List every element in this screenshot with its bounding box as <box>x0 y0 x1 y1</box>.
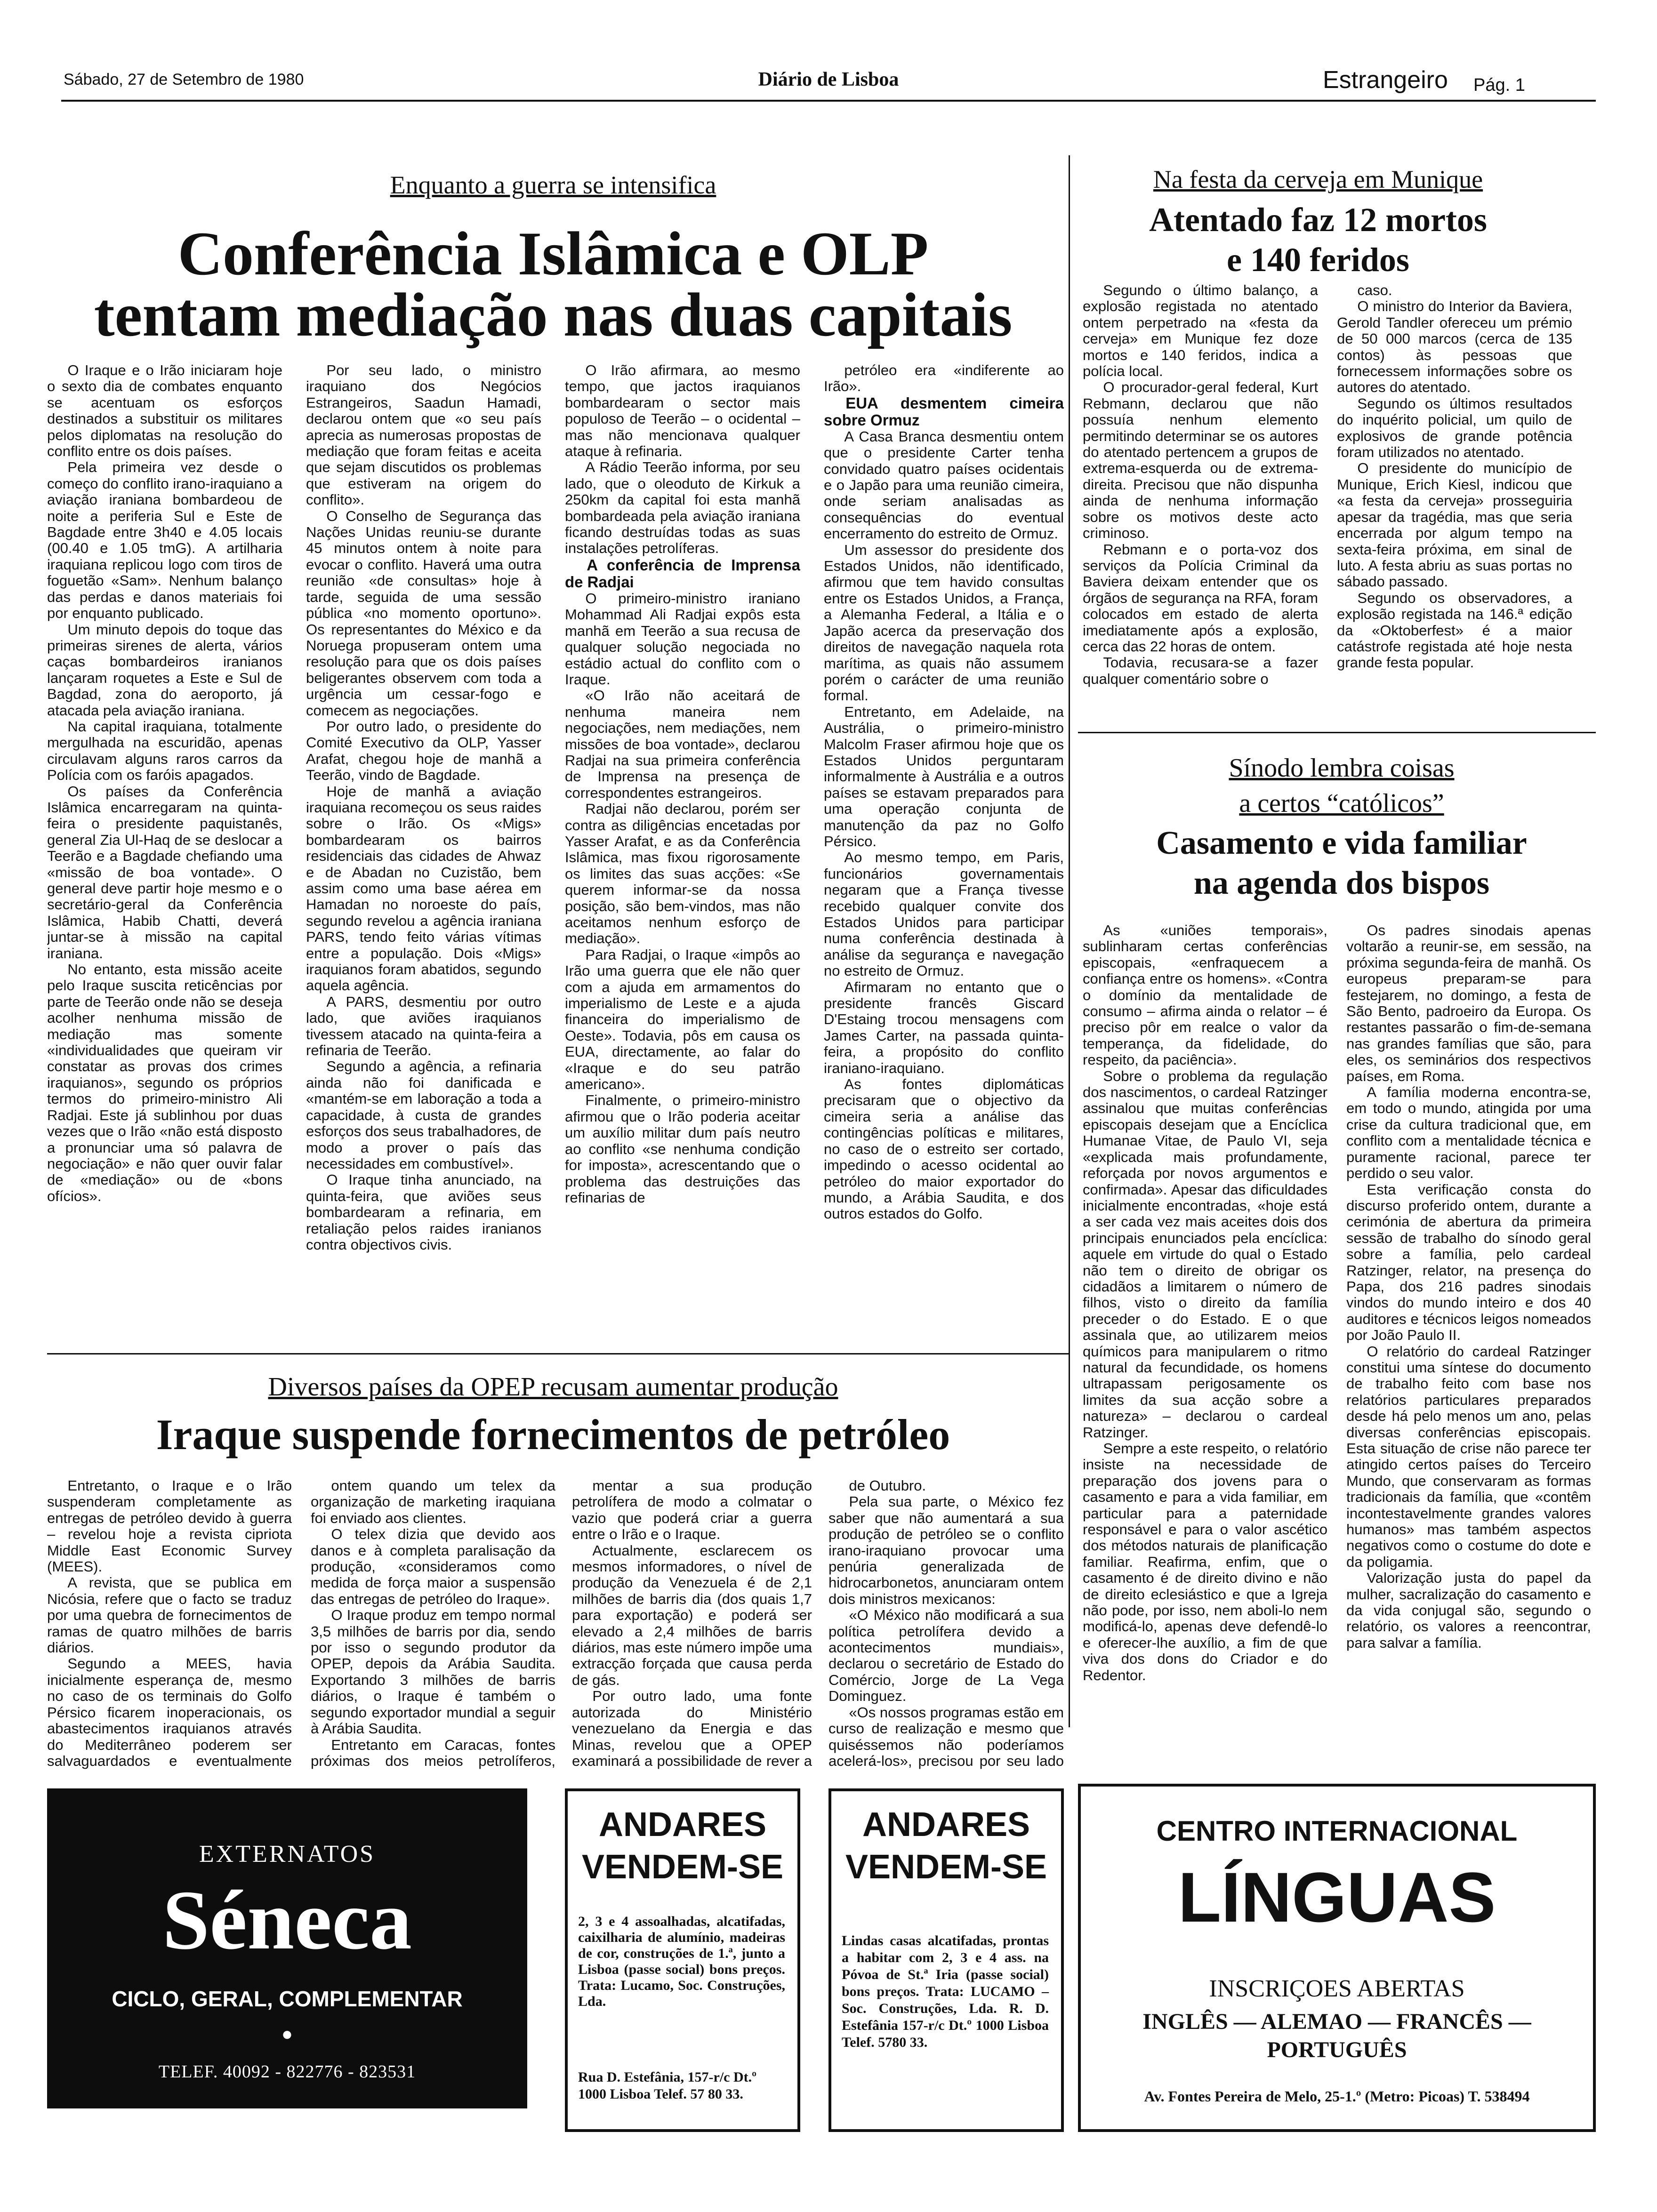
paragraph: A PARS, desmentiu por outro lado, que aviões iraquianos tivessem atacado na quinta-feira a refinaria de Teerão. <box>306 993 541 1059</box>
ad-seneca-tagline: CICLO, GERAL, COMPLEMENTAR <box>112 1987 463 2011</box>
ad-andares-2-title2: VENDEM-SE <box>845 1848 1047 1886</box>
paragraph: As «uniões temporais», sublinharam certas conferências episcopais, «enfraquecem a confiança entre os homens». «Contra o domínio da mentalidade de consumo – afirma ainda o relator – é preciso pôr em realce o valor da temperança, da fidelidade, do respeito, da paciência». <box>1083 922 1327 1068</box>
paragraph: Segundo a MEES, havia inicialmente esperança de, mesmo no caso de os terminais do Golfo Pérsico ficarem inoperacionais, os abastecimentos iraquianos através do Mediterrâneo poderem ser salvaguardados e eventualmente <box>47 1655 292 1769</box>
paragraph: Radjai não declarou, porém ser contra as diligências encetadas por Yasser Arafat, e as da Conferência Islâmica, mas fixou rigorosamente os limites das suas acções: «Se querem informar-se da nossa posição, são bem-vindos, mas não aceitamos nenhum esforço de mediação». <box>565 801 800 947</box>
story4-column-1 <box>47 1478 292 1770</box>
story3-kicker-1: Sínodo lembra coisas <box>1229 753 1455 783</box>
paragraph: Entretanto, em Adelaide, na Austrália, o primeiro-ministro Malcolm Fraser afirmou hoje que os Estados Unidos perguntaram informalmente à Austrália e a outros países se estavam preparados para uma operação conjunta de manutenção da paz no Golfo Pérsico. <box>824 703 1064 850</box>
paragraph: Pela primeira vez desde o começo do conflito irano-iraquiano a aviação iraniana bombardeou de noite a periferia Sul e Este de Bagdade entre 3h40 e 4.05 locais (00.40 e 1.05 tmG). A artilharia iraquiana replicou logo com tiros de foguetão «Sam». Nenhum balanço das perdas e danos materiais foi por enquanto publicado. <box>47 459 282 622</box>
paragraph: petróleo era «indiferente ao Irão». <box>824 362 1064 395</box>
ad-linguas <box>1078 1784 1596 2132</box>
ad-linguas-line1: CENTRO INTERNACIONAL <box>1156 1815 1518 1847</box>
subheading: EUA desmentem cimeira sobre Ormuz <box>824 394 1064 429</box>
story4-column-3 <box>572 1478 812 1770</box>
paragraph: Os países da Conferência Islâmica encarregaram na quinta-feira o presidente paquistanês, general Zia Ul-Haq de se deslocar a Teerão e a Bagdade chefiando uma «missão de boa vontade». O general deve partir hoje mesmo e o secretário-geral da Conferência Islâmica, Habib Chatti, deverá juntar-se à missão na capital iraniana. <box>47 783 282 962</box>
paragraph: O presidente do município de Munique, Erich Kiesl, indicou que «a festa da cerveja» prosseguiria apesar da tragédia, mas que seria encerrada por algum tempo na sexta-feira próxima, em sinal de luto. A festa abriu as suas portas no sábado passado. <box>1337 460 1572 590</box>
paragraph: «O Irão não aceitará de nenhuma maneira nem negociações, nem mediações, nem missões de boa vontade», declarou Radjai na sua primeira conferência de Imprensa na presença de correspondentes estrangeiros. <box>565 687 800 801</box>
story1-column-1 <box>47 362 282 1337</box>
paragraph: O primeiro-ministro iraniano Mohammad Ali Radjai expôs esta manhã em Teerão a sua recusa de qualquer solução negociada no estádio actual do conflito com o Iraque. <box>565 590 800 688</box>
vertical-divider <box>1069 155 1070 1727</box>
paragraph: O Iraque e o Irão iniciaram hoje o sexto dia de combates enquanto se acentuam os esforços destinados a substituir os militares pelos diplomatas na resolução do conflito entre os dois países. <box>47 362 282 460</box>
ad-andares-2-title1: ANDARES <box>862 1806 1030 1843</box>
story2-headline-2: e 140 feridos <box>1227 241 1409 279</box>
ad-andares-2 <box>828 1788 1064 2132</box>
story1-column-3 <box>565 362 800 1337</box>
story1-column-4 <box>824 362 1064 1337</box>
paragraph: O Iraque tinha anunciado, na quinta-feira, que aviões seus bombardearam a refinaria, em retaliação pelos raides iranianos contra objectivos civis. <box>306 1171 541 1253</box>
story2-column-2 <box>1337 282 1572 720</box>
paragraph: Entretanto, o Iraque e o Irão suspenderam completamente as entregas de petróleo devido à guerra – revelou hoje a revista cipriota Middle East Economic Survey (MEES). <box>47 1478 292 1575</box>
paragraph: A Casa Branca desmentiu ontem que o presidente Carter tenha convidado quatro países ocidentais e o Japão para uma reunião cimeira, onde seriam analisadas as consequências do eventual encerramento do estreito de Ormuz. <box>824 428 1064 542</box>
masthead <box>0 0 1657 122</box>
story3-column-2 <box>1346 922 1591 1732</box>
story3-kicker-2: a certos “católicos” <box>1239 789 1444 818</box>
paragraph: O procurador-geral federal, Kurt Rebmann, declarou que não possuía nenhum elemento permitindo determinar se os autores do atentado pertencem a grupos de extrema-esquerda ou de extrema-direita. Precisou que não dispunha ainda de nenhuma informação sobre os motivos deste acto criminoso. <box>1083 379 1318 542</box>
paragraph: ontem quando um telex da organização de marketing iraquiana foi enviado aos clientes. <box>311 1478 555 1526</box>
paragraph: Segundo os últimos resultados do inquérito policial, um quilo de explosivos de grande potência foram utilizados no atentado. <box>1337 395 1572 461</box>
ad-seneca <box>47 1788 527 2108</box>
paragraph: Todavia, recusara-se a fazer qualquer comentário sobre o <box>1083 654 1318 687</box>
paragraph: O Conselho de Segurança das Nações Unidas reuniu-se durante 45 minutos ontem à noite para evocar o conflito. Haverá uma outra reunião «de consultas» hoje à tarde, seguida de uma sessão pública «no momento oportuno». Os representantes do México e da Noruega propuseram ontem uma resolução para que os dois países beligerantes observem com toda a urgência um cessar-fogo e comecem as negociações. <box>306 507 541 719</box>
paragraph: A família moderna encontra-se, em todo o mundo, atingida por uma crise da cultura tradicional que, em conflito com a mentalidade técnica e puramente racional, parece ter perdido o seu valor. <box>1346 1084 1591 1182</box>
ad-linguas-langs: INGLÊS — ALEMAO — FRANCÊS — PORTUGUÊS <box>1142 2009 1531 2062</box>
paragraph: Sobre o problema da regulação dos nascimentos, o cardeal Ratzinger assinalou que muitas conferências episcopais desejam que a Encíclica Humanae Vitae, de Paulo VI, seja «explicada mais profundamente, reforçada por novos argumentos e confirmada». Apesar das dificuldades inicialmente encontradas, «hoje está a ser cada vez mais aceites dois dos principais enunciados pela encíclica: aquele em virtude do qual o Estado não tem o direito de obrigar os cidadãos a limitarem o número de filhos, visto o direito da família preceder o do Estado. E o que assinala que, ao utilizarem meios químicos para manipularem o ritmo natural da fecundidade, os homens ultrapassam perigosamente os limites da sua acção sobre a natureza» – declarou o cardeal Ratzinger. <box>1083 1067 1327 1441</box>
paragraph: Ao mesmo tempo, em Paris, funcionários governamentais negaram que a França tivesse recebido qualquer convite dos Estados Unidos para participar numa conferência destinada à análise da segurança e navegação no estreito de Ormuz. <box>824 849 1064 979</box>
ad-andares-1 <box>565 1788 800 2132</box>
ad-linguas-address: Av. Fontes Pereira de Melo, 25-1.º (Metro: Picoas) T. 538494 <box>1144 2088 1530 2105</box>
paragraph: Por outro lado, uma fonte autorizada do Ministério venezuelano da Energia e das Minas, revelou que a OPEP examinará a possibilidade de rever a <box>572 1688 812 1769</box>
ad-andares-2-body: Lindas casas alcatifadas, prontas a habitar com 2, 3 e 4 ass. na Póvoa de St.ª Iria (passe social) bons preços. Trata: LUCAMO – Soc. Construções, Lda. R. D. Estefânia 157-r/c Dt.º 1000 Lisboa Telef. 5780 33. <box>842 1933 1049 2050</box>
story1-headline-1: Conferência Islâmica e OLP <box>177 219 929 288</box>
paragraph: Valorização justa do papel da mulher, sacralização do casamento e da vida conjugal são, segundo o relatório, os valores a reencontrar, para salvar a família. <box>1346 1570 1591 1651</box>
paragraph: Um minuto depois do toque das primeiras sirenes de alerta, vários caças bombardeiros iranianos lançaram roquetes a Este e Sul de Bagdad, zona do aeroporto, já atacada pela aviação iraniana. <box>47 621 282 719</box>
masthead-paper: Diário de Lisboa <box>758 69 899 90</box>
story3-headline-1: Casamento e vida familiar <box>1156 825 1527 861</box>
story3-column-1 <box>1083 922 1327 1732</box>
story4-column-4 <box>828 1478 1064 1770</box>
paragraph: As fontes diplomáticas precisaram que o objectivo da cimeira seria a análise das contingências políticas e militares, no caso de o estreito ser cortado, impedindo o acesso ocidental ao petróleo do maior exportador do mundo, a Arábia Saudita, e dos outros estados do Golfo. <box>824 1076 1064 1222</box>
paragraph: Para Radjai, o Iraque «impôs ao Irão uma guerra que ele não quer com a ajuda em armamentos do imperialismo de Leste e a ajuda financeira do imperialismo de Oeste». Todavia, pôs em causa os EUA, directamente, ao falar do «Iraque e do seu patrão americano». <box>565 946 800 1093</box>
story1-headline-2: tentam mediação nas duas capitais <box>94 280 1013 349</box>
paragraph: «Os nossos programas estão em curso de realização e mesmo que quiséssemos não poderíamos acelerá-los», precisou por seu lado <box>828 1704 1064 1769</box>
story1-kicker: Enquanto a guerra se intensifica <box>390 171 716 199</box>
ad-linguas-name: LÍNGUAS <box>1178 1858 1496 1937</box>
paragraph: caso. <box>1357 282 1392 298</box>
paragraph: Pela sua parte, o México fez saber que não aumentará a sua produção de petróleo se o conflito irano-iraquiano provocar uma penúria generalizada de hidrocarbonetos, anunciaram ontem dois ministros mexicanos: <box>828 1493 1064 1607</box>
masthead-rule <box>61 100 1596 102</box>
story2-kicker: Na festa da cerveja em Munique <box>1153 165 1483 193</box>
story2-column-1 <box>1083 282 1318 720</box>
paragraph: Esta verificação consta do discurso proferido ontem, durante a cerimónia de abertura da primeira sessão de trabalho do sínodo geral sobre a família, pelo cardeal Ratzinger, relator, na presença do Papa, dos 216 padres sinodais vindos do mundo inteiro e dos 40 auditores e técnicos leigos nomeados por João Paulo II. <box>1346 1181 1591 1344</box>
paragraph: «O México não modificará a sua política petrolífera devido a acontecimentos mundiais», declarou o secretário de Estado do Comércio, Jorge de La Vega Dominguez. <box>828 1607 1064 1705</box>
masthead-section: Estrangeiro <box>1323 66 1448 94</box>
paragraph: Hoje de manhã a aviação iraquiana recomeçou os seus raides sobre o Irão. Os «Migs» bombardearam os bairros residenciais das cidades de Ahwaz e de Abadan no Cuzistão, bem assim como uma base aérea em Hamadan no noroeste do país, segundo revelou a agência iraniana PARS, tendo feito várias vítimas entre a população. Dois «Migs» iraquianos foram abatidos, segundo aquela agência. <box>306 783 541 994</box>
ad-andares-1-body: 2, 3 e 4 assoalhadas, alcatifadas, caixilharia de alumínio, madeiras de cor, construções de 1.ª, junto a Lisboa (passe social) bons preços. Trata: Lucamo, Soc. Construções, Lda. <box>578 1914 785 2009</box>
paragraph: Rebmann e o porta-voz dos serviços da Polícia Criminal da Baviera deixam entender que os órgãos de segurança na RFA, foram colocados em estado de alerta imediatamente após a explosão, cerca das 22 horas de ontem. <box>1083 541 1318 655</box>
paragraph: O relatório do cardeal Ratzinger constitui uma síntese do documento de trabalho feito com base nos relatórios particulares preparados desde há pelo menos um ano, pelas diversas conferências episcopais. Esta situação de crise não parece ter atingido certos países do Terceiro Mundo, que conservaram as formas tradicionais da família, que «contêm incontestavelmente grandes valores humanos» mas também aspectos negativos como o costume do dote e da poligamia. <box>1346 1343 1591 1570</box>
paragraph: O Irão afirmara, ao mesmo tempo, que jactos iraquianos bombardearam o sector mais populoso de Teerão – o ocidental – mas não mencionava qualquer ataque à refinaria. <box>565 362 800 460</box>
paragraph: Por outro lado, o presidente do Comité Executivo da OLP, Yasser Arafat, chegou hoje de manhã a Teerão, vindo de Bagdade. <box>306 718 541 784</box>
paragraph: Segundo a agência, a refinaria ainda não foi danificada e «mantém-se em laboração a toda a capacidade, à custa de grandes esforços dos seus trabalhadores, de modo a prover o país das necessidades em combustível». <box>306 1058 541 1172</box>
ad-andares-1-title1: ANDARES <box>598 1806 767 1843</box>
paragraph: Actualmente, esclarecem os mesmos informadores, o nível de produção da Venezuela é de 2,1 milhões de barris dia (dos quais 1,7 para exportação) e poderá ser elevado a 2,4 milhões de barris diários, mas este número impõe uma extracção forçada que causa perda de gás. <box>572 1542 812 1688</box>
paragraph: No entanto, esta missão aceite pelo Iraque suscita reticências por parte de Teerão onde não se deseja acolher nenhuma missão de mediação mas somente «individualidades que queiram vir constatar as provas dos crimes iraquianos», segundo os próprios termos do primeiro-ministro Ali Radjai. Este já sublinhou por duas vezes que o Irão «não está disposto a pronunciar uma só palavra de negociação» e não quer ouvir falar de «mediação» ou de «bons ofícios». <box>47 961 282 1204</box>
paragraph: O telex dizia que devido aos danos e à completa paralisação da produção, «consideramos como medida de força maior a suspensão das entregas de petróleo do Iraque». <box>311 1526 555 1607</box>
paragraph: O ministro do Interior da Baviera, Gerold Tandler ofereceu um prémio de 50 000 marcos (cerca de 135 contos) às pessoas que fornecessem informações sobre os autores do atentado. <box>1337 298 1572 396</box>
paragraph: Por seu lado, o ministro iraquiano dos Negócios Estrangeiros, Saadun Hamadi, declarou ontem que «o seu país aprecia as numerosas propostas de mediação que foram feitas e aceita que sejam discutidos os problemas que estiveram na origem do conflito». <box>306 362 541 508</box>
paragraph: Na capital iraquiana, totalmente mergulhada na escuridão, apenas circulavam alguns raros carros da Polícia com os faróis apagados. <box>47 718 282 784</box>
ad-andares-1-title2: VENDEM-SE <box>581 1848 784 1886</box>
paragraph: de Outubro. <box>849 1478 926 1494</box>
ad-linguas-line2: INSCRIÇOES ABERTAS <box>1209 1975 1465 2002</box>
paragraph: Sempre a este respeito, o relatório insiste na necessidade de preparação dos jovens para o casamento e para a vida familiar, em particular para a paternidade responsável e para o valor ascético dos métodos naturais de planificação familiar. Reafirma, enfim, que o casamento é de direito divino e não de direito eclesiástico e que a Igreja não pode, por isso, nem aboli-lo nem modificá-lo, apenas deve defendê-lo e oferecer-lhe auxílio, a fim de que viva dos dons do Criador e do Redentor. <box>1083 1440 1327 1683</box>
ad-seneca-phone: TELEF. 40092 - 822776 - 823531 <box>158 2062 416 2082</box>
paragraph: Segundo o último balanço, a explosão registada no atentado ontem perpetrado na «festa da cerveja» em Munique fez doze mortos e 140 feridos, indica a polícia local. <box>1083 282 1318 380</box>
masthead-date: Sábado, 27 de Setembro de 1980 <box>64 71 304 88</box>
story4-column-2 <box>311 1478 555 1770</box>
paragraph: Segundo os observadores, a explosão registada na 146.ª edição da «Oktoberfest» é a maior catástrofe registada até hoje nesta grande festa popular. <box>1337 589 1572 671</box>
story3-headline-2: na agenda dos bispos <box>1193 865 1490 901</box>
ad-seneca-line1: EXTERNATOS <box>199 1841 376 1867</box>
story2-bottom-rule <box>1078 732 1596 733</box>
paragraph: Afirmaram no entanto que o presidente francês Giscard D'Estaing trocou mensagens com James Carter, na passada quinta-feira, a propósito do conflito iraniano-iraquiano. <box>824 978 1064 1076</box>
ad-andares-1-address: Rua D. Estefânia, 157-r/c Dt.º 1000 Lisboa Telef. 57 80 33. <box>578 2069 757 2102</box>
subheading: A conferência de Imprensa de Radjai <box>565 556 800 591</box>
paragraph: A revista, que se publica em Nicósia, refere que o facto se traduz por uma quebra de fornecimentos de ramas de quatro milhões de barris diários. <box>47 1574 292 1656</box>
paragraph: Entretanto em Caracas, fontes próximas dos meios petrolíferos, <box>311 1736 555 1769</box>
paragraph: Os padres sinodais apenas voltarão a reunir-se, em sessão, na próxima segunda-feira de manhã. Os europeus preparam-se para festejarem, no domingo, a festa de São Bento, padroeiro da Europa. Os restantes passarão o fim-de-semana nas grandes famílias que são, para eles, os seminários dos respectivos países, em Roma. <box>1346 922 1591 1084</box>
paragraph: O Iraque produz em tempo normal 3,5 milhões de barris por dia, sendo por isso o segundo produtor da OPEP, depois da Arábia Saudita. Exportando 3 milhões de barris diários, o Iraque é também o segundo exportador mundial a seguir à Arábia Saudita. <box>311 1607 555 1737</box>
story4-headline: Iraque suspende fornecimentos de petróleo <box>156 1411 950 1459</box>
ad-seneca-bullet: ● <box>281 2024 293 2044</box>
story2-headline-1: Atentado faz 12 mortos <box>1149 201 1487 239</box>
paragraph: Finalmente, o primeiro-ministro afirmou que o Irão poderia aceitar um auxílio militar dum país neutro ao conflito «se nenhuma condição for imposta», acrescentando que o problema das destruições das refinarias de <box>565 1092 800 1206</box>
story4-top-rule <box>47 1353 1069 1354</box>
paragraph: mentar a sua produção petrolífera de modo a colmatar o vazio que poderá criar a guerra entre o Irão e o Iraque. <box>572 1478 812 1543</box>
paragraph: Um assessor do presidente dos Estados Unidos, não identificado, afirmou que tem havido consultas entre os Estados Unidos, a França, a Alemanha Federal, a Itália e o Japão acerca da preservação dos direitos de navegação naquela rota marítima, as quais não assumem porém o carácter de uma reunião formal. <box>824 541 1064 704</box>
ad-seneca-name: Séneca <box>162 1873 412 1967</box>
story1-column-2 <box>306 362 541 1337</box>
masthead-page: Pág. 1 <box>1473 75 1525 95</box>
story4-kicker: Diversos países da OPEP recusam aumentar produção <box>268 1372 838 1402</box>
paragraph: A Rádio Teerão informa, por seu lado, que o oleoduto de Kirkuk a 250km da capital foi esta manhã bombardeada pela aviação iraniana ficando destruídas todas as suas instalações petrolíferas. <box>565 459 800 557</box>
